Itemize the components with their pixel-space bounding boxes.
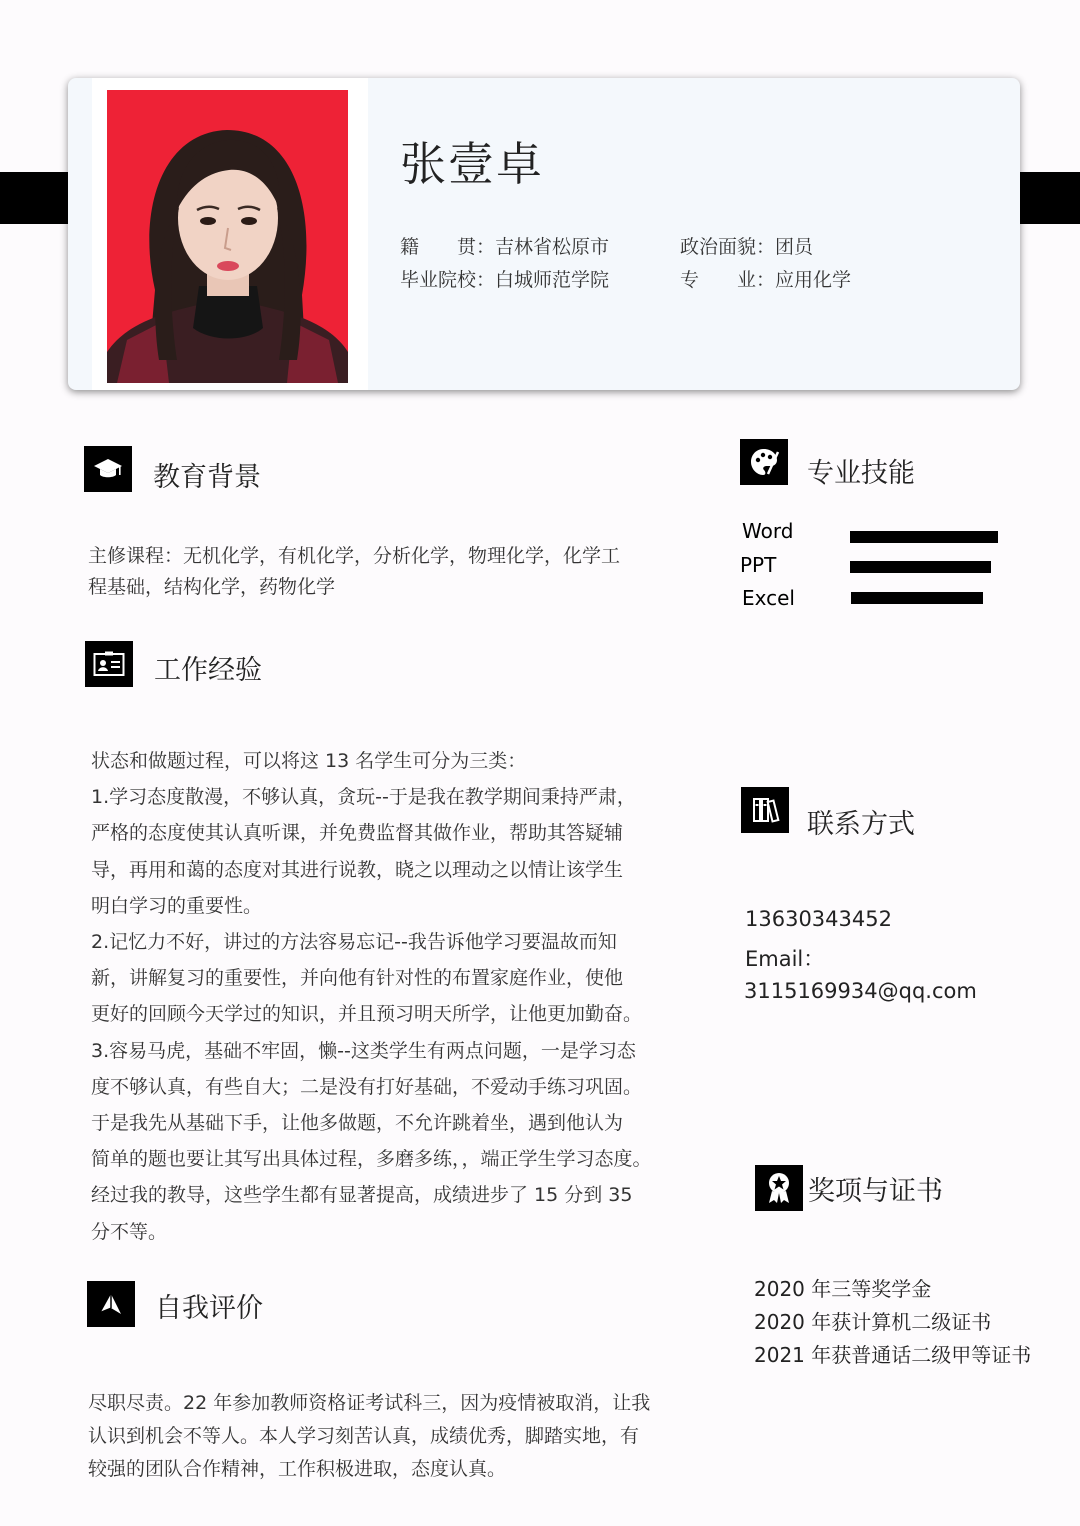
- native-place-label: 籍 贯：: [400, 236, 496, 258]
- education-title: 教育背景: [153, 462, 261, 493]
- award-item: 2020 年获计算机二级证书: [754, 1310, 992, 1334]
- work-line: 度不够认真，有些自大；二是没有打好基础，不爱动手练习巩固。: [91, 1075, 643, 1098]
- graduation-cap-icon: [84, 446, 132, 492]
- work-line: 3.容易马虎，基础不牢固，懒--这类学生有两点问题，一是学习态: [91, 1039, 636, 1062]
- education-body: [88, 541, 620, 603]
- work-line: 经过我的教导，这些学生都有显著提高，成绩进步了 15 分到 35: [91, 1184, 633, 1207]
- skill-bar-ppt: [850, 561, 991, 573]
- header-band-right: [1018, 172, 1080, 224]
- political-value: 团员: [775, 236, 814, 258]
- skill-label-ppt: PPT: [740, 553, 777, 577]
- books-icon: [741, 787, 789, 833]
- paper-plane-icon: [87, 1281, 135, 1327]
- award-ribbon-icon: [755, 1165, 803, 1211]
- skills-title: 专业技能: [807, 458, 915, 489]
- major-label: 专 业：: [680, 269, 776, 291]
- work-line: 状态和做题过程，可以将这 13 名学生可分为三类：: [91, 750, 527, 772]
- native-place-row: [400, 232, 609, 259]
- contact-title: 联系方式: [807, 809, 915, 840]
- school-value: 白城师范学院: [495, 269, 610, 291]
- political-label: 政治面貌：: [680, 236, 776, 258]
- work-line: 2.记忆力不好，讲过的方法容易忘记--我告诉他学习要温故而知: [91, 931, 617, 954]
- work-line: 分不等。: [91, 1220, 168, 1243]
- education-line: 程基础，结构化学，药物化学: [88, 576, 336, 598]
- id-card-icon: [85, 641, 133, 687]
- education-line: 主修课程：无机化学，有机化学，分析化学，物理化学，化学工: [88, 545, 621, 567]
- work-line: 严格的态度使其认真听课，并免费监督其做作业，帮助其答疑辅: [91, 822, 624, 845]
- contact-email: 3115169934@qq.com: [744, 979, 977, 1003]
- award-item: 2020 年三等奖学金: [754, 1277, 932, 1301]
- self-eval-title: 自我评价: [155, 1293, 263, 1324]
- self-eval-body: [88, 1387, 650, 1486]
- award-item: 2021 年获普通话二级甲等证书: [754, 1343, 1032, 1367]
- profile-photo: [107, 90, 348, 383]
- work-line: 于是我先从基础下手，让他多做题，不允许跳着坐，遇到他认为: [91, 1112, 624, 1135]
- portrait-illustration: [107, 90, 348, 383]
- work-line: 简单的题也要让其写出具体过程，多磨多练，，端正学生学习态度。: [91, 1148, 652, 1171]
- work-title: 工作经验: [154, 655, 262, 686]
- contact-phone: 13630343452: [745, 907, 892, 931]
- political-row: [680, 232, 813, 259]
- work-line: 导，再用和蔼的态度对其进行说教，晓之以理动之以情让该学生: [91, 858, 624, 881]
- major-row: [680, 265, 851, 292]
- self-eval-line: 尽职尽责。22 年参加教师资格证考试科三，因为疫情被取消，让我: [88, 1392, 651, 1414]
- major-value: 应用化学: [775, 269, 852, 291]
- header-band-left: [0, 172, 70, 224]
- palette-icon: [740, 439, 788, 485]
- work-body: [91, 743, 652, 1250]
- skill-bar-word: [850, 531, 998, 543]
- skill-label-excel: Excel: [742, 586, 795, 610]
- contact-email-label: Email：: [745, 947, 825, 971]
- candidate-name: 张壹卓: [400, 137, 544, 191]
- native-place-value: 吉林省松原市: [495, 236, 610, 258]
- work-line: 更好的回顾今天学过的知识，并且预习明天所学，让他更加勤奋。: [91, 1003, 643, 1026]
- skill-bar-excel: [851, 592, 983, 604]
- work-line: 1.学习态度散漫，不够认真，贪玩--于是我在教学期间秉持严肃，: [91, 786, 636, 809]
- skill-label-word: Word: [742, 519, 794, 543]
- self-eval-line: 较强的团队合作精神，工作积极进取，态度认真。: [88, 1458, 507, 1480]
- awards-title: 奖项与证书: [808, 1176, 943, 1207]
- self-eval-line: 认识到机会不等人。本人学习刻苦认真，成绩优秀，脚踏实地，有: [88, 1425, 640, 1447]
- work-line: 明白学习的重要性。: [91, 894, 263, 917]
- work-line: 新，讲解复习的重要性，并向他有针对性的布置家庭作业，使他: [91, 967, 624, 990]
- school-label: 毕业院校：: [400, 269, 496, 291]
- school-row: [400, 265, 609, 292]
